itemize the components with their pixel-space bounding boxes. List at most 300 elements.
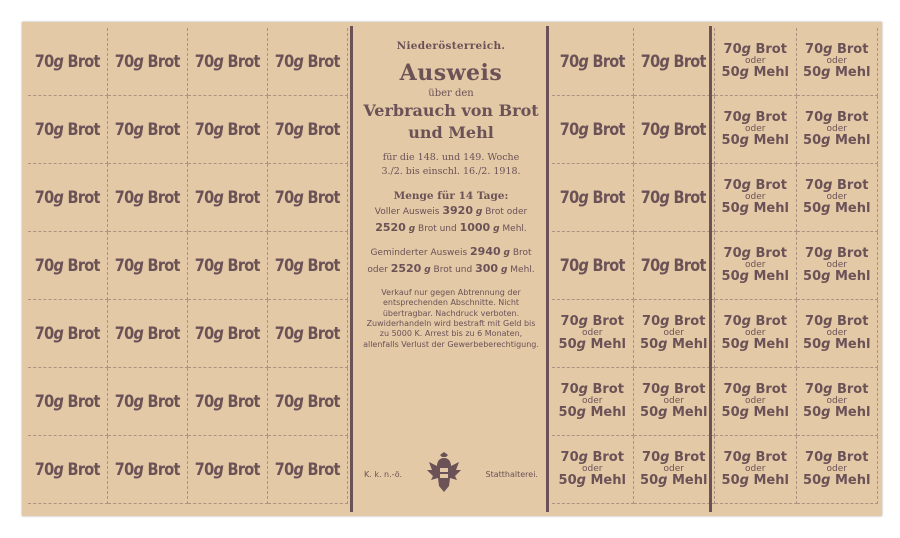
combo-bottom-item: Mehl bbox=[671, 473, 708, 489]
combo-bottom-item: Mehl bbox=[671, 405, 708, 421]
bread-coupon-label bbox=[195, 52, 260, 72]
combo-top bbox=[805, 179, 868, 193]
coupon-item: Brot bbox=[67, 119, 101, 140]
bread-coupon bbox=[188, 164, 268, 232]
bread-or-flour-coupon bbox=[634, 300, 716, 368]
coupon-item: Brot bbox=[147, 119, 181, 140]
bread-or-flour-coupon bbox=[552, 368, 634, 436]
coupon-amount: 70 bbox=[194, 119, 214, 140]
combo-bottom-unit: g bbox=[821, 337, 831, 353]
combo-bottom-item: Mehl bbox=[753, 269, 789, 285]
bread-coupon bbox=[108, 28, 188, 96]
coupon-amount: 70 bbox=[274, 51, 294, 72]
combo-coupon-label bbox=[803, 247, 870, 284]
combo-connector: oder bbox=[826, 327, 847, 338]
coupon-unit: g bbox=[53, 51, 64, 72]
bread-coupon-label bbox=[35, 120, 100, 140]
coupon-unit: g bbox=[659, 119, 670, 140]
combo-top bbox=[724, 315, 787, 329]
coupon-item: Brot bbox=[147, 51, 181, 72]
reduced-text2: Brot und bbox=[433, 265, 473, 276]
combo-bottom-amount: 50 bbox=[721, 65, 740, 81]
combo-connector: oder bbox=[745, 395, 766, 406]
bread-or-flour-coupon bbox=[634, 368, 716, 436]
combo-bottom-amount: 50 bbox=[721, 473, 740, 489]
coupon-item: Brot bbox=[147, 391, 181, 412]
coupon-amount: 70 bbox=[194, 391, 214, 412]
coupon-item: Brot bbox=[592, 119, 625, 140]
coupon-amount: 70 bbox=[114, 459, 134, 480]
coupon-unit: g bbox=[133, 187, 144, 208]
combo-bottom-item: Mehl bbox=[753, 405, 789, 421]
coupon-item: Brot bbox=[307, 459, 341, 480]
bread-coupon bbox=[268, 28, 348, 96]
combo-top bbox=[724, 451, 787, 465]
coupon-unit: g bbox=[293, 323, 304, 344]
unit-g: g bbox=[424, 265, 431, 276]
bread-or-flour-coupon bbox=[552, 436, 634, 504]
coupon-amount: 70 bbox=[34, 391, 54, 412]
bread-coupon bbox=[634, 96, 716, 164]
combo-top-item: Brot bbox=[836, 246, 869, 262]
combo-bottom-item: Mehl bbox=[590, 337, 626, 353]
coupon-item: Brot bbox=[67, 323, 101, 344]
combo-bottom-unit: g bbox=[821, 65, 831, 81]
bread-or-flour-coupon bbox=[552, 300, 634, 368]
combo-connector: oder bbox=[745, 327, 766, 338]
combo-top bbox=[724, 179, 787, 193]
bread-coupon bbox=[552, 96, 634, 164]
combo-connector: oder bbox=[582, 395, 603, 406]
combo-bottom-unit: g bbox=[821, 133, 831, 149]
card-title: Ausweis bbox=[399, 60, 503, 86]
coupon-item: Brot bbox=[592, 255, 625, 276]
coupon-unit: g bbox=[293, 459, 304, 480]
full-ration-line1 bbox=[358, 202, 544, 220]
reduced-label: Geminderter Ausweis bbox=[370, 247, 468, 258]
coupon-unit: g bbox=[578, 255, 589, 276]
coupon-unit: g bbox=[133, 323, 144, 344]
combo-top-unit: g bbox=[741, 178, 751, 194]
bread-coupon-label bbox=[115, 324, 180, 344]
coupon-amount: 70 bbox=[274, 323, 294, 344]
combo-connector: oder bbox=[826, 395, 847, 406]
combo-bottom bbox=[803, 270, 870, 284]
combo-bottom-amount: 50 bbox=[640, 405, 659, 421]
combo-bottom bbox=[803, 134, 870, 148]
coupon-amount: 70 bbox=[34, 187, 54, 208]
bread-coupon-label bbox=[641, 120, 706, 140]
coupon-item: Brot bbox=[227, 323, 261, 344]
unit-g: g bbox=[493, 224, 500, 235]
coupon-amount: 70 bbox=[641, 119, 660, 140]
full-amount1: 3920 bbox=[442, 203, 473, 217]
combo-top-item: Brot bbox=[755, 314, 787, 330]
combo-bottom bbox=[722, 134, 789, 148]
combo-connector: oder bbox=[826, 55, 847, 66]
combo-top-amount: 70 bbox=[723, 42, 742, 58]
combo-coupon-label bbox=[722, 383, 789, 420]
combo-coupon-label bbox=[640, 451, 707, 488]
combo-top-unit: g bbox=[823, 178, 833, 194]
bread-or-flour-coupon bbox=[634, 436, 716, 504]
coupon-amount: 70 bbox=[274, 119, 294, 140]
coupon-item: Brot bbox=[227, 119, 261, 140]
combo-top-amount: 70 bbox=[805, 178, 824, 194]
combo-top-amount: 70 bbox=[805, 246, 824, 262]
combo-bottom bbox=[722, 66, 789, 80]
combo-bottom-unit: g bbox=[821, 269, 831, 285]
bread-coupon-label bbox=[195, 460, 260, 480]
combo-top bbox=[642, 451, 705, 465]
coupon-unit: g bbox=[578, 187, 589, 208]
bread-coupon bbox=[108, 164, 188, 232]
bread-coupon bbox=[634, 232, 716, 300]
combo-coupon-label bbox=[722, 247, 789, 284]
combo-top-unit: g bbox=[578, 450, 588, 466]
full-text2: Brot und bbox=[418, 224, 457, 235]
combo-connector: oder bbox=[745, 123, 766, 134]
bread-coupon-label bbox=[275, 324, 340, 344]
week-line: für die 148. und 149. Woche bbox=[382, 152, 520, 163]
combo-bottom bbox=[559, 338, 626, 352]
coupon-amount: 70 bbox=[114, 323, 134, 344]
bread-coupon-label bbox=[275, 188, 340, 208]
bread-coupon-label bbox=[115, 460, 180, 480]
bread-coupon-label bbox=[560, 188, 625, 208]
reduced-amount3: 300 bbox=[475, 262, 499, 276]
coupon-amount: 70 bbox=[559, 119, 579, 140]
bread-or-flour-coupon bbox=[797, 96, 879, 164]
combo-bottom bbox=[722, 474, 789, 488]
coupon-unit: g bbox=[293, 255, 304, 276]
bread-coupon-label bbox=[275, 52, 340, 72]
combo-coupon-label bbox=[803, 179, 870, 216]
bread-or-flour-coupon bbox=[715, 164, 797, 232]
combo-top-amount: 70 bbox=[560, 450, 579, 466]
coupon-unit: g bbox=[53, 391, 64, 412]
footer bbox=[358, 452, 544, 496]
combo-coupon-label bbox=[803, 43, 870, 80]
combo-coupon-label bbox=[803, 451, 870, 488]
coupon-unit: g bbox=[578, 51, 589, 72]
bread-coupon-label bbox=[195, 324, 260, 344]
coupon-amount: 70 bbox=[641, 255, 660, 276]
region-label: Niederösterreich. bbox=[396, 40, 506, 52]
left-coupon-grid bbox=[28, 28, 348, 504]
coupon-item: Brot bbox=[674, 119, 707, 140]
bread-coupon bbox=[552, 164, 634, 232]
bread-coupon bbox=[188, 368, 268, 436]
combo-bottom bbox=[803, 474, 870, 488]
bread-coupon-label bbox=[560, 256, 625, 276]
combo-coupon-label bbox=[559, 451, 626, 488]
combo-bottom-unit: g bbox=[739, 65, 749, 81]
bread-coupon bbox=[108, 368, 188, 436]
combo-top-unit: g bbox=[823, 42, 833, 58]
combo-top-amount: 70 bbox=[642, 382, 661, 398]
coupon-item: Brot bbox=[147, 323, 181, 344]
coupon-unit: g bbox=[53, 459, 64, 480]
combo-bottom-item: Mehl bbox=[753, 201, 789, 217]
combo-bottom-amount: 50 bbox=[803, 201, 822, 217]
bread-coupon bbox=[108, 436, 188, 504]
combo-coupon-label bbox=[803, 383, 870, 420]
coupon-amount: 70 bbox=[274, 187, 294, 208]
coupon-item: Brot bbox=[67, 459, 101, 480]
bread-coupon-label bbox=[641, 52, 706, 72]
bread-coupon-label bbox=[35, 256, 100, 276]
bread-coupon-label bbox=[115, 120, 180, 140]
coupon-item: Brot bbox=[147, 255, 181, 276]
combo-connector: oder bbox=[582, 463, 603, 474]
coupon-item: Brot bbox=[592, 187, 625, 208]
combo-bottom-amount: 50 bbox=[803, 133, 822, 149]
bread-coupon-label bbox=[275, 120, 340, 140]
bread-or-flour-coupon bbox=[715, 232, 797, 300]
coupon-unit: g bbox=[133, 459, 144, 480]
bread-coupon-label bbox=[35, 324, 100, 344]
combo-bottom bbox=[803, 338, 870, 352]
combo-top-item: Brot bbox=[836, 450, 869, 466]
bread-coupon-label bbox=[195, 256, 260, 276]
coupon-amount: 70 bbox=[34, 51, 54, 72]
coupon-unit: g bbox=[659, 187, 670, 208]
subtitle-line2: und Mehl bbox=[408, 123, 494, 142]
coupon-unit: g bbox=[213, 459, 224, 480]
menge-heading: Menge für 14 Tage: bbox=[393, 189, 509, 202]
coupon-item: Brot bbox=[674, 51, 707, 72]
combo-top bbox=[805, 383, 868, 397]
bread-coupon-label bbox=[641, 256, 706, 276]
coupon-amount: 70 bbox=[34, 459, 54, 480]
coupon-unit: g bbox=[53, 255, 64, 276]
coupon-unit: g bbox=[133, 391, 144, 412]
bread-coupon bbox=[108, 300, 188, 368]
bread-coupon bbox=[268, 300, 348, 368]
coupon-item: Brot bbox=[67, 391, 101, 412]
combo-top-item: Brot bbox=[755, 246, 787, 262]
combo-bottom-unit: g bbox=[658, 405, 668, 421]
coupon-amount: 70 bbox=[114, 119, 134, 140]
bread-coupon bbox=[268, 436, 348, 504]
coupon-item: Brot bbox=[147, 187, 181, 208]
coupon-unit: g bbox=[213, 51, 224, 72]
bread-coupon-label bbox=[35, 52, 100, 72]
combo-coupon-label bbox=[559, 383, 626, 420]
combo-top-amount: 70 bbox=[723, 382, 742, 398]
combo-top bbox=[642, 315, 705, 329]
combo-top-item: Brot bbox=[755, 110, 787, 126]
combo-bottom-item: Mehl bbox=[834, 405, 871, 421]
combo-bottom bbox=[640, 474, 707, 488]
bread-coupon bbox=[28, 96, 108, 164]
combo-bottom bbox=[722, 270, 789, 284]
combo-connector: oder bbox=[745, 463, 766, 474]
combo-top-amount: 70 bbox=[642, 450, 661, 466]
coupon-amount: 70 bbox=[34, 255, 54, 276]
right-coupon-grid bbox=[552, 28, 878, 504]
combo-bottom bbox=[640, 406, 707, 420]
combo-top-unit: g bbox=[741, 110, 751, 126]
coupon-item: Brot bbox=[227, 187, 261, 208]
bread-coupon bbox=[268, 164, 348, 232]
coupon-unit: g bbox=[53, 119, 64, 140]
bread-coupon bbox=[28, 28, 108, 96]
combo-coupon-label bbox=[722, 315, 789, 352]
unit-g: g bbox=[475, 206, 483, 217]
combo-top-amount: 70 bbox=[723, 178, 742, 194]
bread-or-flour-coupon bbox=[715, 368, 797, 436]
bread-coupon-label bbox=[115, 188, 180, 208]
combo-top-amount: 70 bbox=[560, 314, 579, 330]
combo-bottom-unit: g bbox=[739, 337, 749, 353]
combo-bottom-item: Mehl bbox=[834, 473, 871, 489]
coupon-amount: 70 bbox=[114, 51, 134, 72]
combo-connector: oder bbox=[663, 395, 684, 406]
bread-or-flour-coupon bbox=[715, 28, 797, 96]
reduced-ration-line1 bbox=[358, 243, 544, 261]
combo-bottom-unit: g bbox=[576, 337, 586, 353]
coupon-item: Brot bbox=[674, 255, 707, 276]
bread-coupon-label bbox=[195, 188, 260, 208]
bread-coupon bbox=[634, 28, 716, 96]
combo-top bbox=[805, 247, 868, 261]
combo-bottom-item: Mehl bbox=[753, 337, 789, 353]
combo-bottom-amount: 50 bbox=[640, 337, 659, 353]
combo-top-amount: 70 bbox=[805, 382, 824, 398]
coupon-unit: g bbox=[213, 255, 224, 276]
combo-bottom bbox=[803, 406, 870, 420]
coupon-item: Brot bbox=[307, 323, 341, 344]
bread-coupon-label bbox=[35, 188, 100, 208]
coupon-unit: g bbox=[293, 187, 304, 208]
bread-coupon bbox=[268, 96, 348, 164]
combo-bottom-unit: g bbox=[739, 405, 749, 421]
combo-top bbox=[805, 43, 868, 57]
bread-or-flour-coupon bbox=[797, 164, 879, 232]
reduced-text1: Brot bbox=[512, 247, 532, 258]
combo-top-unit: g bbox=[578, 382, 588, 398]
coupon-item: Brot bbox=[227, 391, 261, 412]
combo-coupon-label bbox=[722, 451, 789, 488]
coupon-amount: 70 bbox=[194, 459, 214, 480]
coupon-unit: g bbox=[53, 187, 64, 208]
combo-connector: oder bbox=[663, 463, 684, 474]
combo-bottom-item: Mehl bbox=[834, 133, 871, 149]
combo-bottom-item: Mehl bbox=[834, 337, 871, 353]
combo-bottom-amount: 50 bbox=[803, 337, 822, 353]
combo-top-item: Brot bbox=[673, 382, 706, 398]
footer-left: K. k. n.-ö. bbox=[364, 469, 402, 479]
bread-or-flour-coupon bbox=[797, 28, 879, 96]
unit-g: g bbox=[500, 265, 508, 276]
combo-connector: oder bbox=[745, 259, 766, 270]
coupon-unit: g bbox=[659, 255, 670, 276]
bread-or-flour-coupon bbox=[797, 368, 879, 436]
combo-bottom bbox=[559, 474, 626, 488]
combo-top bbox=[805, 111, 868, 125]
bread-coupon-label bbox=[35, 460, 100, 480]
combo-top-item: Brot bbox=[673, 314, 706, 330]
reduced-ration-line2 bbox=[358, 260, 544, 278]
combo-coupon-label bbox=[803, 111, 870, 148]
bread-or-flour-coupon bbox=[715, 96, 797, 164]
combo-top-unit: g bbox=[823, 450, 833, 466]
combo-bottom-amount: 50 bbox=[721, 201, 740, 217]
combo-bottom-amount: 50 bbox=[803, 269, 822, 285]
combo-connector: oder bbox=[826, 463, 847, 474]
combo-top-item: Brot bbox=[592, 382, 624, 398]
center-panel bbox=[358, 34, 544, 504]
coupon-unit: g bbox=[293, 51, 304, 72]
combo-top-amount: 70 bbox=[723, 314, 742, 330]
full-amount2: 2520 bbox=[375, 221, 406, 235]
combo-bottom-unit: g bbox=[658, 473, 668, 489]
combo-bottom-item: Mehl bbox=[834, 65, 871, 81]
combo-connector: oder bbox=[826, 259, 847, 270]
combo-top-amount: 70 bbox=[723, 450, 742, 466]
combo-top-item: Brot bbox=[836, 42, 869, 58]
combo-top-unit: g bbox=[741, 382, 751, 398]
bread-coupon bbox=[634, 164, 716, 232]
coupon-unit: g bbox=[659, 51, 670, 72]
combo-bottom-item: Mehl bbox=[590, 473, 626, 489]
bread-coupon bbox=[188, 436, 268, 504]
coupon-amount: 70 bbox=[114, 255, 134, 276]
bread-coupon-label bbox=[560, 120, 625, 140]
bread-coupon-label bbox=[195, 392, 260, 412]
coupon-amount: 70 bbox=[641, 187, 660, 208]
coupon-amount: 70 bbox=[194, 255, 214, 276]
combo-bottom-amount: 50 bbox=[803, 405, 822, 421]
combo-connector: oder bbox=[663, 327, 684, 338]
coupon-amount: 70 bbox=[114, 391, 134, 412]
bread-coupon bbox=[108, 232, 188, 300]
bread-or-flour-coupon bbox=[797, 300, 879, 368]
combo-bottom bbox=[559, 406, 626, 420]
combo-coupon-label bbox=[722, 43, 789, 80]
bread-or-flour-coupon bbox=[715, 436, 797, 504]
coupon-unit: g bbox=[133, 51, 144, 72]
bread-coupon bbox=[188, 232, 268, 300]
reduced-text3: Mehl. bbox=[510, 265, 535, 276]
over-text: über den bbox=[428, 88, 474, 99]
coupon-item: Brot bbox=[307, 51, 341, 72]
bread-coupon-label bbox=[115, 256, 180, 276]
coupon-unit: g bbox=[213, 323, 224, 344]
coupon-unit: g bbox=[293, 119, 304, 140]
combo-top-amount: 70 bbox=[642, 314, 661, 330]
coupon-amount: 70 bbox=[274, 391, 294, 412]
combo-top-amount: 70 bbox=[723, 246, 742, 262]
combo-bottom-item: Mehl bbox=[834, 269, 871, 285]
combo-top-unit: g bbox=[823, 246, 833, 262]
bread-coupon bbox=[28, 436, 108, 504]
combo-bottom-unit: g bbox=[576, 473, 586, 489]
combo-top bbox=[561, 383, 624, 397]
bread-coupon-label bbox=[560, 52, 625, 72]
combo-bottom-unit: g bbox=[821, 405, 831, 421]
combo-bottom-item: Mehl bbox=[753, 473, 789, 489]
coupon-item: Brot bbox=[592, 51, 625, 72]
coupon-unit: g bbox=[578, 119, 589, 140]
combo-top-amount: 70 bbox=[805, 450, 824, 466]
combo-top-item: Brot bbox=[836, 382, 869, 398]
combo-bottom-unit: g bbox=[739, 133, 749, 149]
combo-top bbox=[642, 383, 705, 397]
combo-bottom-amount: 50 bbox=[721, 337, 740, 353]
